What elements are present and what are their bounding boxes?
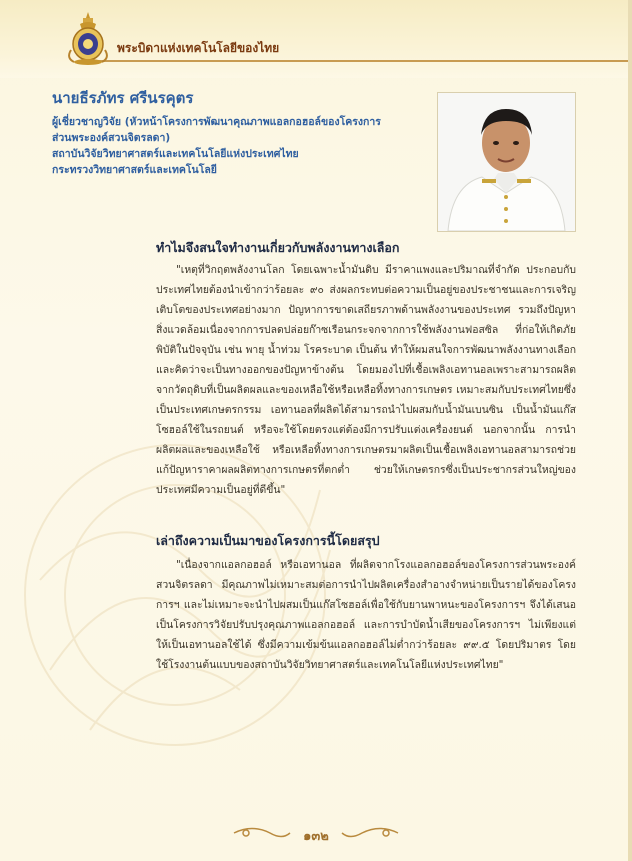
section-body-why xyxy=(156,260,576,520)
header-title: พระบิดาแห่งเทคโนโลยีของไทย xyxy=(117,41,280,55)
section-body-history xyxy=(156,555,576,705)
section-heading-why: ทำไมจึงสนใจทำงานเกี่ยวกับพลังงานทางเลือก xyxy=(156,240,400,255)
profile-position-cont: ส่วนพระองค์สวนจิตรลดา) xyxy=(52,132,171,144)
profile-ministry: กระทรวงวิทยาศาสตร์และเทคโนโลยี xyxy=(52,164,217,176)
header-rule xyxy=(96,60,632,62)
section-body-why-text: "เหตุที่วิกฤตพลังงานโลก โดยเฉพาะน้ำมันดิบ มีราคาแพงและปริมาณที่จำกัด ประกอบกับประเทศไทยต้องนำเข้ากว่าร้อยละ ๙๐ ส่งผลกระทบต่อความเป็นอยู่ของประชาชนและการเจริญเติบโตของประเทศอย่างมาก ปัญหาการขาดเสถียรภาพด้านพลังงานของประเทศ รวมถึงปัญหาสิ่งแวดล้อมเนื่องจากการปลดปล่อยก๊าซเรือนกระจกจากการใช้พลังงานฟอสซิล ที่ก่อให้เกิดภัยพิบัติในปัจจุบัน เช่น พายุ น้ำท่วม โรคระบาด เป็นต้น ทำให้ผมสนใจการพัฒนาพลังงานทางเลือก และคิดว่าจะเป็นทางออกของปัญหาข้างต้น โดยมองไปที่เชื้อเพลิงเอทานอลเพราะสามารถผลิตจากวัตถุดิบที่เป็นผลิตผลและของเหลือใช้หรือเหลือทิ้งทางการเกษตร เหมาะสมกับประเทศไทยซึ่งเป็นประเทศเกษตรกรรม เอทานอลที่ผลิตได้สามารถนำไปผสมกับน้ำมันเบนซิน เป็นน้ำมันแก๊สโซฮอล์ใช้ในรถยนต์ หรือจะใช้โดยตรงแต่ต้องมีการปรับแต่งเครื่องยนต์ นอกจากนั้น การนำผลิตผลและของเหลือใช้ หรือเหลือทิ้งทางการเกษตรมาผลิตเป็นเชื้อเพลิงเอทานอลสามารถช่วยแก้ปัญหาราคาผลผลิตทางการเกษตรที่ตกต่ำ ช่วยให้เกษตรกรซึ่งเป็นประชากรส่วนใหญ่ของประเทศมีความเป็นอยู่ที่ดีขึ้น" xyxy=(156,264,576,496)
footer-ornament xyxy=(232,822,400,844)
profile-position: ผู้เชี่ยวชาญวิจัย (หัวหน้าโครงการพัฒนาคุณภาพแอลกอฮอล์ของโครงการ xyxy=(52,116,381,128)
section-body-history-text: "เนื่องจากแอลกอฮอล์ หรือเอทานอล ที่ผลิตจากโรงแอลกอฮอล์ของโครงการส่วนพระองค์สวนจิตรลดา มีคุณภาพไม่เหมาะสมต่อการนำไปผลิตเครื่องสำอางจำหน่ายเป็นรายได้ของโครงการฯ และไม่เหมาะจะนำไปผสมเป็นแก๊สโซฮอล์เพื่อใช้กับยานพาหนะของโครงการฯ จึงได้เสนอเป็นโครงการวิจัยปรับปรุงคุณภาพแอลกอฮอล์ และการบำบัดน้ำเสียของโครงการฯ ไม่เพียงแต่ให้เป็นเอทานอลใช้ได้ ซึ่งมีความเข้มข้นแอลกอฮอล์ไม่ต่ำกว่าร้อยละ ๙๙.๕ โดยปริมาตร โดยใช้โรงงานต้นแบบของสถาบันวิจัยวิทยาศาสตร์และเทคโนโลยีแห่งประเทศไทย" xyxy=(156,559,576,671)
royal-emblem-icon xyxy=(66,10,110,66)
profile-block xyxy=(52,86,432,178)
profile-photo xyxy=(437,92,576,232)
section-heading-history: เล่าถึงความเป็นมาของโครงการนี้โดยสรุป xyxy=(156,533,380,548)
profile-institute: สถาบันวิจัยวิทยาศาสตร์และเทคโนโลยีแห่งประเทศไทย xyxy=(52,148,299,160)
page-number: ๑๓๒ xyxy=(303,829,329,844)
profile-name: นายธีรภัทร ศรีนรคุตร xyxy=(52,89,194,107)
page-edge xyxy=(628,0,632,861)
